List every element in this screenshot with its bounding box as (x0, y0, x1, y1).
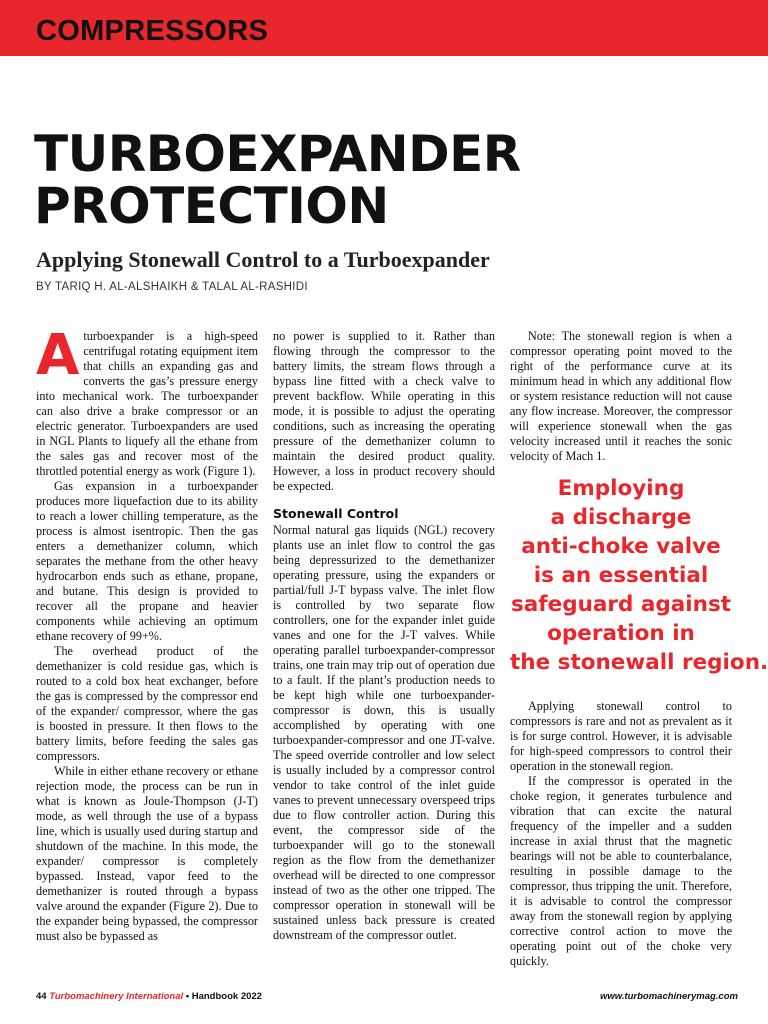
paragraph: The overhead product of the demethanizer is cold residue gas, which is routed to a cold box heat exchanger, before the gas is compressed by the compressor end of the expander/ compressor, where the gas is boosted in pressure. It then flows to the battery limits, before feeding the sales gas compressors. (36, 644, 258, 763)
paragraph: Gas expansion in a turboexpander produces more liquefaction due to its ability to reach a lower chilling temperature, as the process is almost isentropic. Then the gas enters a demethanizer column, which separates the methane from the other heavy hydrocarbon ends such as ethane, propane, and butane. This design is provided to recover all the propane and heavier components while achieving an optimum ethane recovery of 99+%. (36, 479, 258, 643)
section-label: COMPRESSORS (36, 15, 269, 47)
article-column-3 (510, 329, 768, 969)
footer-url: www.turbomachinerymag.com (600, 991, 738, 1002)
footer-left (36, 991, 262, 1003)
issue-name: Handbook 2022 (191, 991, 262, 1002)
pull-quote-line: a discharge (550, 505, 692, 530)
byline: BY TARIQ H. AL-ALSHAIKH & TALAL AL-RASHIDI (36, 281, 308, 293)
section-subhead: Stonewall Control (273, 506, 399, 521)
pull-quote-line: the stonewall region. (510, 650, 768, 675)
magazine-name: Turbomachinery International (49, 991, 184, 1002)
paragraph: Normal natural gas liquids (NGL) recovery plants use an inlet flow to control the gas being depressurized to the demethanizer operating pressure, using the expanders or partial/full J-T bypass valve. The inlet flow is controlled by two separate flow controllers, one for the expander inlet guide vanes and one for the J-T valves. While operating parallel turboexpander-compressor trains, one train may trip out of operation due to a fault. If the plant’s production needs to be kept high while one turboexpander-compressor is down, this is usually accomplished by operating with one turboexpander-compressor and one JT-valve. The speed override controller and low select is usually included by a compressor control vendor to take control of the inlet guide vanes to prevent unnecessary overspeed trips due to flow controller action. During this event, the compressor side of the turboexpander will go to the stonewall region as the flow from the demethanizer overhead will be directed to one compressor instead of two as the other one tripped. The compressor operation in stonewall will be sustained unless back pressure is created downstream of the compressor outlet. (273, 523, 495, 942)
pull-quote-line: operation in (547, 621, 695, 646)
footer-bullet: • (185, 991, 190, 1002)
page-number: 44 (36, 991, 47, 1002)
pull-quote-line: safeguard against (510, 592, 732, 617)
pull-quote-line: Employing (557, 476, 685, 501)
paragraph-intro-text: turboexpander is a high-speed centrifugal rotating equipment item that chills an expanding gas and converts the gas’s pressure energy into mechanical work. The turboexpander can also drive a brake compressor or an electric generator. Turboexpanders are used in NGL Plants to liquefy all the ethane from the sales gas and recover most of the throttled potential energy as work (Figure 1). (36, 329, 258, 478)
paragraph: If the compressor is operated in the choke region, it generates turbulence and vibration that can excite the natural frequency of the impeller and a sudden increase in axial thrust that the magnetic bearings will not be able to counterbalance, resulting in possible damage to the compressor, thus tripping the unit. Therefore, it is advisable to control the compressor away from the stonewall region by applying corrective control action to move the operating point out of the choke very quickly. (510, 774, 732, 968)
paragraph-intro (36, 323, 258, 479)
paragraph: no power is supplied to it. Rather than flowing through the compressor to the battery limits, the stream flows through a bypass line fitted with a check valve to prevent backflow. While operating in this mode, it is possible to adjust the operating conditions, such as increasing the operating pressure of the demethanizer column to maintain the desired product quality. However, a loss in product recovery should be expected. (273, 329, 495, 493)
pull-quote-line: is an essential (533, 563, 709, 588)
article-column-1 (36, 323, 258, 944)
pull-quote (510, 474, 768, 677)
headline-line-2: PROTECTION (34, 177, 389, 235)
paragraph: While in either ethane recovery or ethane rejection mode, the process can be run in what is known as Joule-Thompson (J-T) mode, as well through the use of a bypass line, which is usually used during startup and shutdown of the machine. In this mode, the expander/ compressor is completely bypassed. Instead, vapor feed to the demethanizer is routed through a bypass valve around the expander (Figure 2). Due to the expander being bypassed, the compressor must also be bypassed as (36, 764, 258, 943)
article-subtitle: Applying Stonewall Control to a Turboexpander (36, 247, 490, 272)
paragraph: Applying stonewall control to compressors is rare and not as prevalent as it is for surge control. However, it is advisable for high-speed compressors to control their operation in the stonewall region. (510, 699, 732, 773)
drop-cap: A (36, 323, 80, 388)
article-column-2 (273, 329, 495, 943)
pull-quote-line: anti-choke valve (521, 534, 721, 559)
paragraph-note: Note: The stonewall region is when a compressor operating point moved to the right of the performance curve at its minimum head in which any additional flow or system resistance reduction will not cause any flow increase. Moreover, the compressor will experience stonewall when the gas velocity increased until it reaches the sonic velocity of Mach 1. (510, 329, 732, 463)
article-headline (34, 125, 734, 235)
headline-line-1: TURBOEXPANDER (34, 125, 521, 183)
